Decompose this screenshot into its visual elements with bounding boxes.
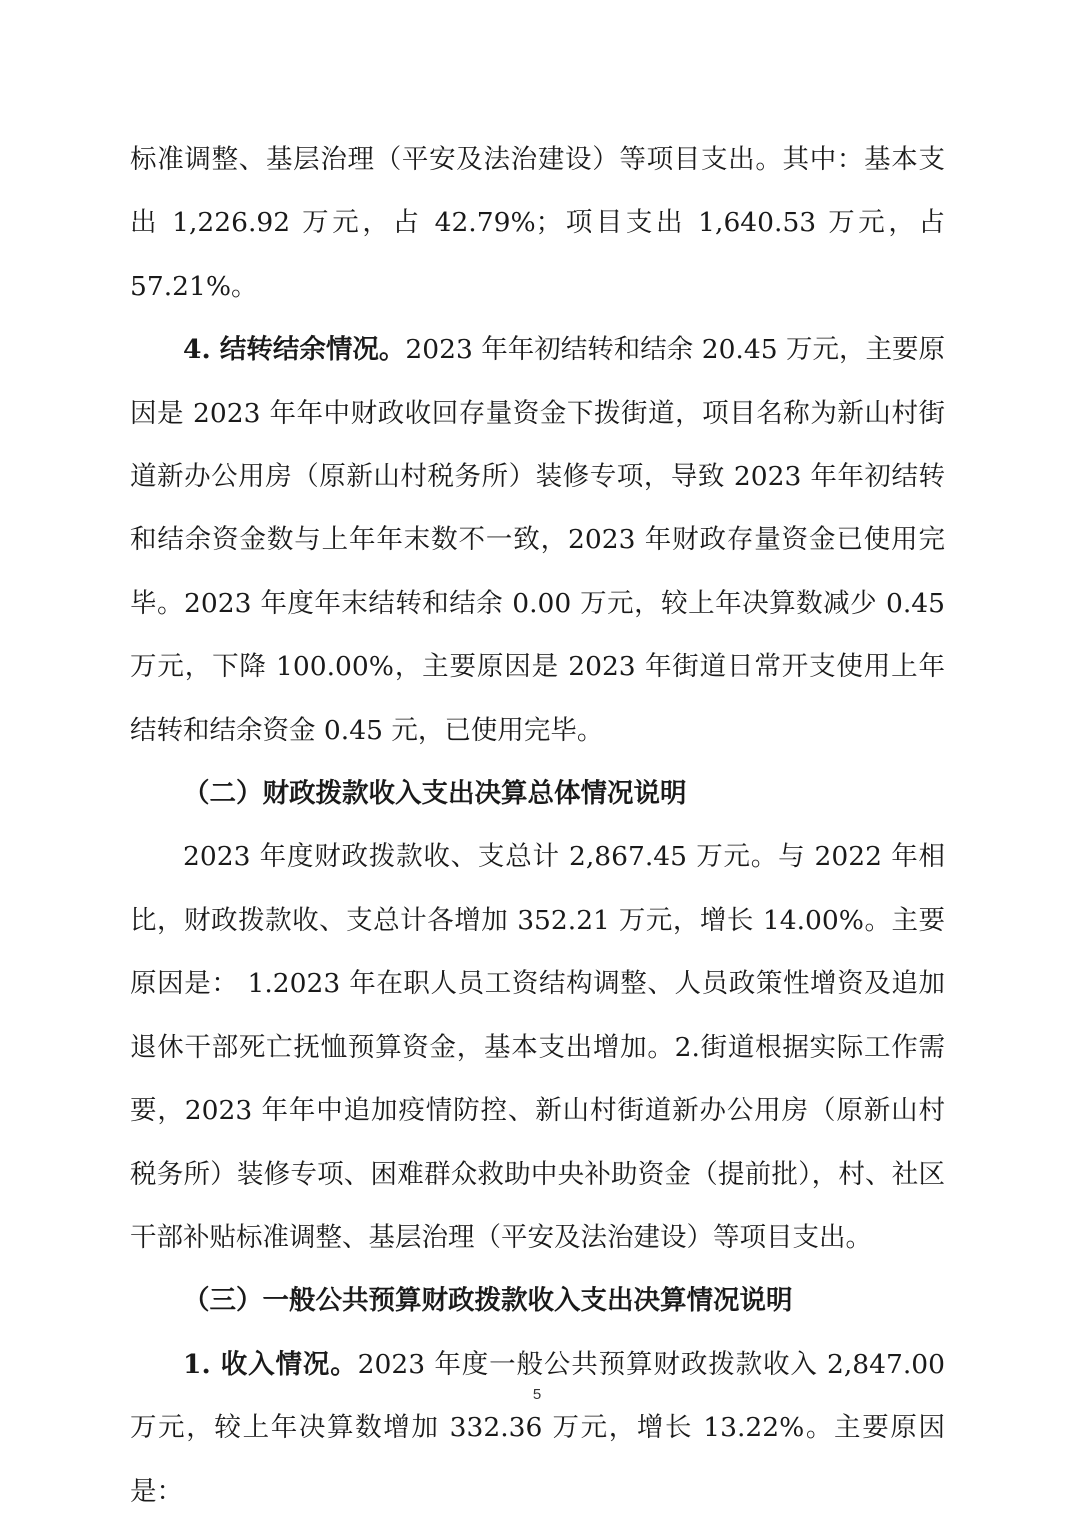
paragraph-fiscal-overview: 2023 年度财政拨款收、支总计 2,867.45 万元。与 2022 年相比，财政拨款收、支总计各增加 352.21 万元，增长 14.00%。主要原因是： 1.2023 年在职人员工资结构调整、人员政策性增资及追加退休干部死亡抚恤预算资金，基本支出增加。2.街道根据实际工作需要，2023 年年中追加疫情防控、新山村街道新办公用房（原新山村税务所）装修专项、困难群众救助中央补助资金（提前批），村、社区干部补贴标准调整、基层治理（平安及法治建设）等项目支出。 — [130, 841, 945, 1253]
carryover-text: 2023 年年初结转和结余 20.45 万元，主要原因是 2023 年年中财政收回存量资金下拨街道，项目名称为新山村街道新办公用房（原新山村税务所）装修专项，导致 2023 年年初结转和结余资金数与上年年末数不一致，2023 年财政存量资金已使用完毕。2023 年度年末结转和结余 0.00 万元，较上年决算数减少 0.45 万元，下降 100.00%，主要原因是 2023 年街道日常开支使用上年结转和结余资金 0.45 元，已使用完毕。 — [130, 334, 946, 746]
paragraph-carryover-balance — [130, 318, 945, 762]
paragraph-basic-project-expenditure: 标准调整、基层治理（平安及法治建设）等项目支出。其中：基本支出 1,226.92 万元，占 42.79%；项目支出 1,640.53 万元，占 57.21%。 — [130, 144, 945, 302]
section-heading-fiscal-overview: （二）财政拨款收入支出决算总体情况说明 — [183, 778, 687, 810]
page-number: 5 — [532, 1386, 542, 1403]
income-text: 2023 年度一般公共预算财政拨款收入 2,847.00 万元，较上年决算数增加 332.36 万元，增长 13.22%。主要原因是： — [130, 1348, 946, 1507]
section-heading-general-budget: （三）一般公共预算财政拨款收入支出决算情况说明 — [183, 1285, 793, 1317]
carryover-heading: 4. 结转结余情况。 — [183, 334, 406, 366]
document-page — [130, 128, 945, 1523]
paragraph-income — [130, 1333, 945, 1523]
income-heading: 1. 收入情况。 — [183, 1348, 358, 1380]
